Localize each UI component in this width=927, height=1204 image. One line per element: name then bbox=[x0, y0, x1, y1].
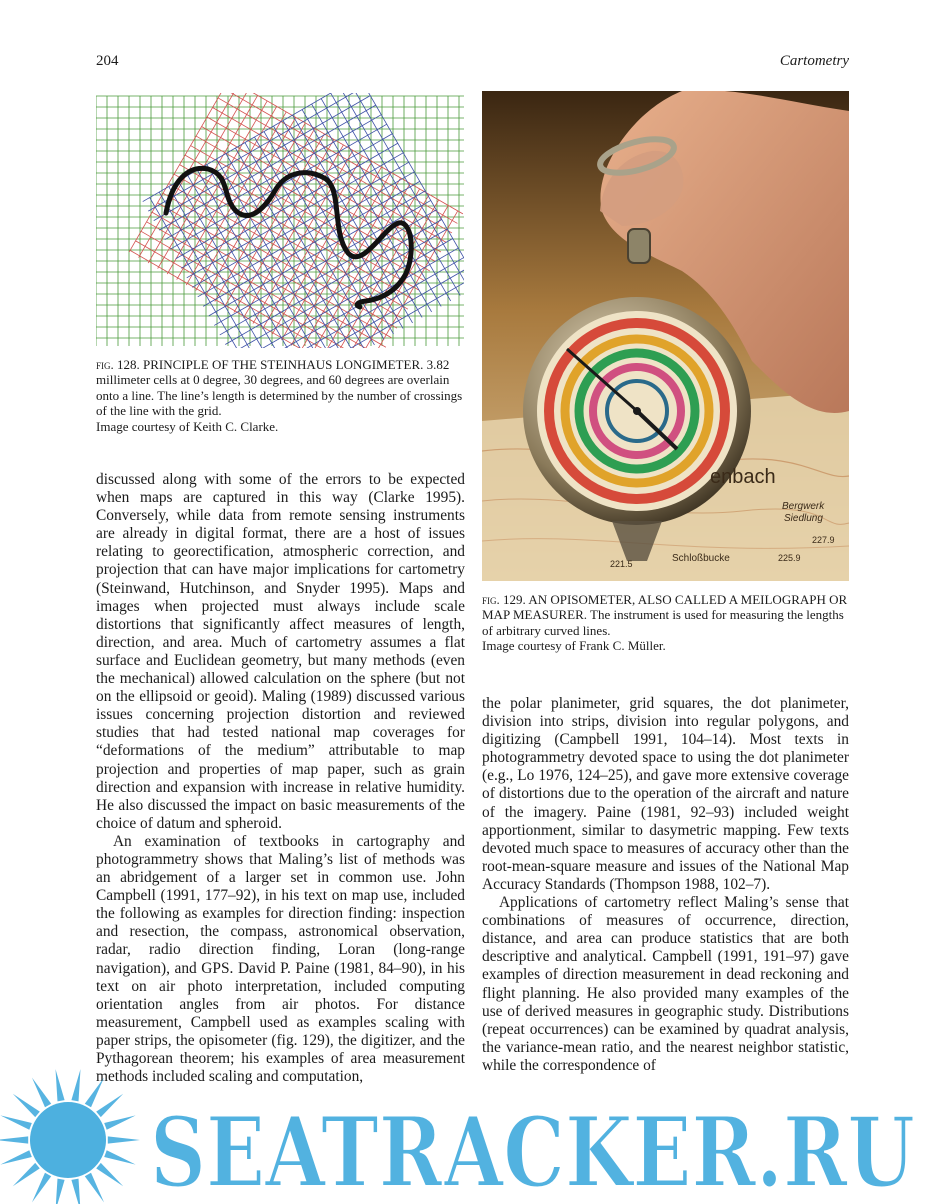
map-label-enbach: enbach bbox=[710, 466, 776, 488]
paragraph: An examination of textbooks in cartography and photogrammetry shows that Maling’s list of methods was an abridgement of a larger set in common use. John Campbell (1991, 177–92), in his text on map use, included the following as examples for direction finding: inspection and resection, the compass, astronomical observation, radar, radio direction finding, Loran (long-range navigation), and GPS. David P. Paine (1981, 84–90), in his text on air photo interpretation, included computing orientation angles from air photos. For distance measurement, Campbell used as examples scaling with paper strips, the opisometer (fig. 129), the digitizer, and the Pythagorean theorem; his examples of area measurement methods included scaling and computation, bbox=[96, 832, 465, 1086]
sun-ray bbox=[104, 1150, 136, 1164]
figure-128-text: 3.82 millimeter cells at 0 degree, 30 degrees, and 60 degrees are overlain onto a line. The line’s length is determined by the number of crossings of the line with the grid. bbox=[96, 357, 463, 419]
map-label-elevation-2: 225.9 bbox=[778, 553, 801, 563]
sun-ray bbox=[32, 1078, 51, 1108]
sun-ray bbox=[56, 1179, 65, 1204]
crown-stem bbox=[628, 229, 650, 263]
sun-disc bbox=[30, 1102, 106, 1178]
figure-129-title: AN OPISOMETER, ALSO CALLED A MEILOGRAPH OR MAP MEASURER. bbox=[482, 592, 848, 623]
map-label-schloss: Schloßbucke bbox=[672, 553, 730, 564]
page-number: 204 bbox=[96, 53, 119, 69]
figure-129-caption bbox=[482, 592, 849, 654]
sun-ray bbox=[85, 1173, 104, 1203]
sun-ray bbox=[13, 1163, 40, 1186]
sun-ray bbox=[85, 1078, 104, 1108]
running-head: Cartometry bbox=[779, 53, 849, 69]
figure-129-label: fig. 129. bbox=[482, 592, 526, 607]
sun-ray bbox=[56, 1069, 65, 1101]
sun-ray bbox=[0, 1115, 32, 1129]
sun-ray bbox=[0, 1150, 32, 1164]
paragraph: the polar planimeter, grid squares, the dot planimeter, division into strips, division into regular polygons, and digitizing (Campbell 1991, 104–14). Most texts in photogrammetry devoted space to using the dot planimeter (e.g., Lo 1976, 124–25), and gave more extensive coverage of distortions due to the operation of the aircraft and nature of the imagery. Paine (1981, 92–93) included weight apportionment, similar to dasymetric mapping. Few texts devoted much space to measures of accuracy other than the root-mean-square measure and issues of the National Map Accuracy Standards (Thompson 1988, 102–7). bbox=[482, 695, 849, 893]
figure-129-text: The instrument is used for measuring the lengths of arbitrary curved lines. bbox=[482, 607, 844, 638]
sun-ray bbox=[71, 1069, 80, 1101]
grid-line bbox=[130, 250, 364, 348]
sun-ray bbox=[71, 1179, 80, 1204]
grid-60-degree bbox=[143, 93, 464, 348]
body-column-right bbox=[482, 695, 849, 1075]
opisometer-photo bbox=[482, 91, 849, 581]
figure-128-title: PRINCIPLE OF THE STEINHAUS LONGIMETER. bbox=[143, 357, 424, 372]
sun-ray bbox=[0, 1136, 28, 1143]
grid-line bbox=[340, 93, 460, 295]
sun-ray bbox=[96, 1163, 123, 1186]
figure-128-label: fig. 128. bbox=[96, 357, 140, 372]
sun-ray bbox=[104, 1115, 136, 1129]
map-label-siedlung: Siedlung bbox=[784, 513, 823, 524]
longimeter-grid-figure bbox=[96, 93, 464, 348]
map-label-elevation-1: 221.5 bbox=[610, 559, 633, 569]
sun-icon bbox=[0, 1069, 140, 1204]
grid-line bbox=[214, 200, 431, 325]
watermark-text: SEATRACKER.RU bbox=[150, 1096, 915, 1204]
sun-ray bbox=[96, 1094, 123, 1117]
map-label-bergwerk: Bergwerk bbox=[782, 501, 825, 512]
figure-128-credit: Image courtesy of Keith C. Clarke. bbox=[96, 418, 279, 434]
sun-ray bbox=[13, 1094, 40, 1117]
figure-129-credit: Image courtesy of Frank C. Müller. bbox=[482, 638, 666, 654]
paragraph: discussed along with some of the errors to be expected when maps are captured in this way (Clarke 1995). Conversely, while data from remote sensing instruments are already in digital format, there are a host of issues relating to georectification, atmospheric correction, and projection that can have major implications for cartometry (Steinwand, Hutchinson, and Snyder 1995). Maps and images when projected must always include scale distortions that significantly affect measures of length, direction, and area. Much of cartometry assumes a flat surface and Euclidean geometry, but many methods (even the mechanical) allowed calculation on the sphere (but not on the ellipsoid or geoid). Maling (1989) discussed various issues concerning projection distortion and reviewed studies that had tested national map coverages for “deformations of the medium” attributable to map projection and properties of map paper, such as grain direction and expansion with increase in relative humidity. He also discussed the impact on basic measurements of the choice of datum and spheroid. bbox=[96, 471, 465, 832]
body-column-left bbox=[96, 471, 465, 1086]
sun-ray bbox=[32, 1173, 51, 1203]
map-label-elevation-3: 227.9 bbox=[812, 535, 835, 545]
grid-30-degree bbox=[129, 93, 463, 348]
paragraph: Applications of cartometry reflect Maling’s sense that combinations of measures of occurrence, direction, distance, and area can produce statistics that are both descriptive and analytical. Campbell (1991, 191–97) gave examples of direction measurement in dead reckoning and flight planning. He also provided many examples of the use of derived measures in geographic study. Distributions (repeat occurrences) can be examined by quadrat analysis, the variance-mean ratio, and the nearest neighbor statistic, while the correspondence of bbox=[482, 894, 849, 1074]
watermark bbox=[0, 1060, 927, 1204]
sun-ray bbox=[108, 1136, 140, 1143]
figure-128-caption bbox=[96, 357, 465, 434]
